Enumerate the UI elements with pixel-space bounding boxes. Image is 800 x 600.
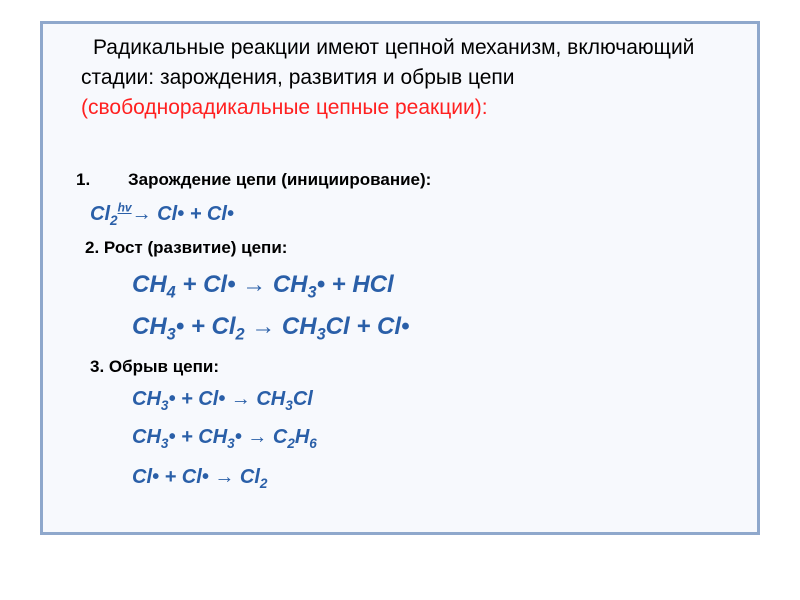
intro-paragraph	[81, 33, 721, 123]
stage2-equation-2: $CH_3• + Cl_2 \to CH_3Cl$ + Cl•	[132, 313, 410, 344]
stage3-equation-1: $CH_3•$ + Cl• → $CH_3Cl$	[132, 388, 313, 413]
stage3-title: 3. Обрыв цепи:	[90, 357, 219, 376]
stage1-number: 1.	[76, 170, 91, 189]
intro-text: Радикальные реакции имеют цепной механизм, включающий стадии: зарождения, развития и обрыв цепи	[81, 36, 695, 89]
stage3-equation-2: $CH_3•$ + $CH_3• \to C_2H_6$	[132, 426, 317, 451]
stage2-title: 2. Рост (развитие) цепи:	[85, 238, 288, 257]
intro-highlight: (свободнорадикальные цепные реакции):	[81, 96, 488, 119]
stage3-equation-3: Cl• + Cl• → $Cl_2$	[132, 466, 268, 491]
stage1-equation: $Cl_2^{hv}\to$ Cl• + Cl•	[90, 200, 234, 228]
stage1-title: Зарождение цепи (инициирование):	[128, 170, 432, 189]
stage2-equation-1: $CH_4$ + Cl• → $CH_3•$ + HCl	[132, 271, 394, 302]
